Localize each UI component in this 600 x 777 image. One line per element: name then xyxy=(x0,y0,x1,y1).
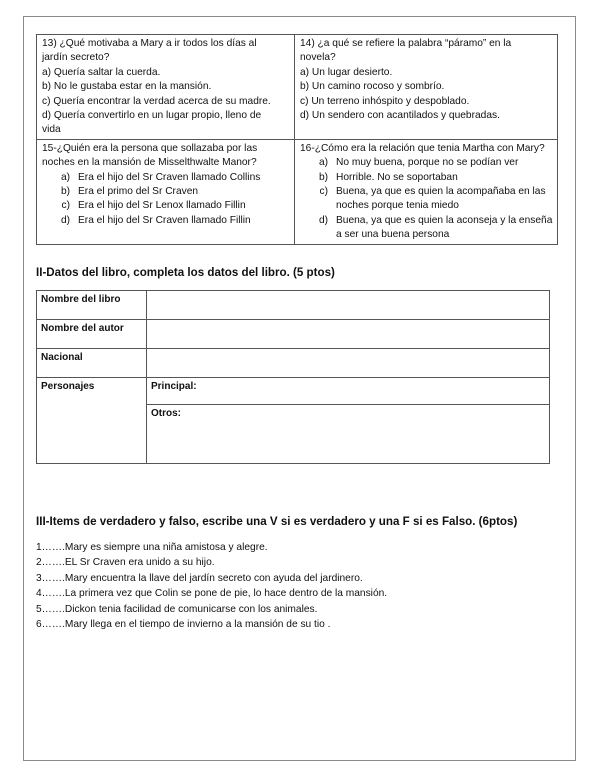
option-letter: a) xyxy=(318,157,328,169)
options-list xyxy=(42,171,290,229)
answer-option xyxy=(42,185,290,199)
section-2-title: II-Datos del libro, completa los datos del libro. (5 ptos) xyxy=(36,266,335,279)
option-letter: d) xyxy=(60,214,70,226)
answer-cell-nombre-autor[interactable] xyxy=(147,320,550,349)
questions-table xyxy=(36,34,558,245)
option-text: Buena, ya que es quien la acompañaba en las noches porque tenia miedo xyxy=(336,186,546,212)
tf-item[interactable]: 5…….Dickon tenia facilidad de comunicarse con los animales. xyxy=(36,603,318,615)
option-text: Buena, ya que es quien la aconseja y la enseña a ser una buena persona xyxy=(336,214,553,241)
label-nacional: Nacional xyxy=(37,349,147,378)
answer-option: c) Un terreno inhóspito y despoblado. xyxy=(300,95,470,107)
answer-option: b) Un camino rocoso y sombrío. xyxy=(300,81,445,93)
question-text: 16-¿Cómo era la relación que tenia Martha con Mary? xyxy=(300,142,545,154)
question-text: jardín secreto? xyxy=(42,52,110,64)
option-letter: c) xyxy=(61,200,70,212)
options-list xyxy=(300,156,553,242)
tf-item[interactable]: 3…….Mary encuentra la llave del jardín secreto con ayuda del jardinero. xyxy=(36,572,363,584)
answer-option xyxy=(300,171,553,185)
tf-item[interactable]: 4…….La primera vez que Colin se pone de pie, lo hace dentro de la mansión. xyxy=(36,588,388,600)
answer-option xyxy=(42,171,290,185)
question-text: novela? xyxy=(300,52,336,64)
answer-option xyxy=(42,199,290,213)
section-3-title: III-Items de verdadero y falso, escribe una V si es verdadero y una F si es Falso. (6ptos) xyxy=(36,515,518,528)
answer-option: a) Un lugar desierto. xyxy=(300,66,393,78)
tf-item[interactable]: 2…….EL Sr Craven era unido a su hijo. xyxy=(36,557,215,569)
question-15 xyxy=(37,139,295,244)
option-letter: b) xyxy=(60,186,70,198)
answer-option: c) Quería encontrar la verdad acerca de su madre. xyxy=(42,95,271,107)
question-text: noches en la mansión de Misselthwalte Manor? xyxy=(42,157,257,169)
option-text: No muy buena, porque no se podían ver xyxy=(336,157,519,169)
answer-option: vida xyxy=(42,124,61,136)
answer-option xyxy=(300,214,553,243)
answer-cell-nombre-libro[interactable] xyxy=(147,291,550,320)
question-13 xyxy=(37,35,295,140)
answer-option: d) Quería convertirlo en un lugar propio, lleno de xyxy=(42,110,262,122)
tf-item[interactable]: 6…….Mary llega en el tiempo de invierno a la mansión de su tio . xyxy=(36,619,331,631)
tf-item[interactable]: 1…….Mary es siempre una niña amistosa y alegre. xyxy=(36,542,268,553)
option-text: Era el hijo del Sr Craven llamado Collins xyxy=(78,171,261,183)
answer-option xyxy=(300,185,553,214)
option-letter: c) xyxy=(319,186,328,198)
answer-option: d) Un sendero con acantilados y quebradas. xyxy=(300,110,500,122)
label-nombre-libro: Nombre del libro xyxy=(37,291,147,320)
question-text: 14) ¿a qué se refiere la palabra “páramo” en la xyxy=(300,38,512,49)
option-text: Era el primo del Sr Craven xyxy=(78,186,199,198)
option-letter: a) xyxy=(60,171,70,183)
question-14 xyxy=(295,35,558,140)
option-letter: d) xyxy=(318,214,328,226)
answer-cell-otros[interactable]: Otros: xyxy=(147,405,550,464)
option-text: Era el hijo del Sr Lenox llamado Fillin xyxy=(78,200,246,212)
question-text: 13) ¿Qué motivaba a Mary a ir todos los días al xyxy=(42,38,257,49)
label-nombre-autor: Nombre del autor xyxy=(37,320,147,349)
answer-option: a) Quería saltar la cuerda. xyxy=(42,66,161,78)
answer-cell-nacional[interactable] xyxy=(147,349,550,378)
option-text: Horrible. No se soportaban xyxy=(336,171,458,183)
book-data-table xyxy=(36,290,550,464)
option-text: Era el hijo del Sr Craven llamado Fillin xyxy=(78,214,251,226)
true-false-list xyxy=(36,540,387,632)
label-personajes: Personajes xyxy=(37,378,147,464)
option-letter: b) xyxy=(318,171,328,183)
question-16 xyxy=(295,139,558,244)
answer-option: b) No le gustaba estar en la mansión. xyxy=(42,81,212,93)
answer-option xyxy=(300,156,553,170)
answer-option xyxy=(42,214,290,228)
answer-cell-principal[interactable]: Principal: xyxy=(147,378,550,405)
question-text: 15-¿Quién era la persona que sollazaba por las xyxy=(42,142,258,154)
